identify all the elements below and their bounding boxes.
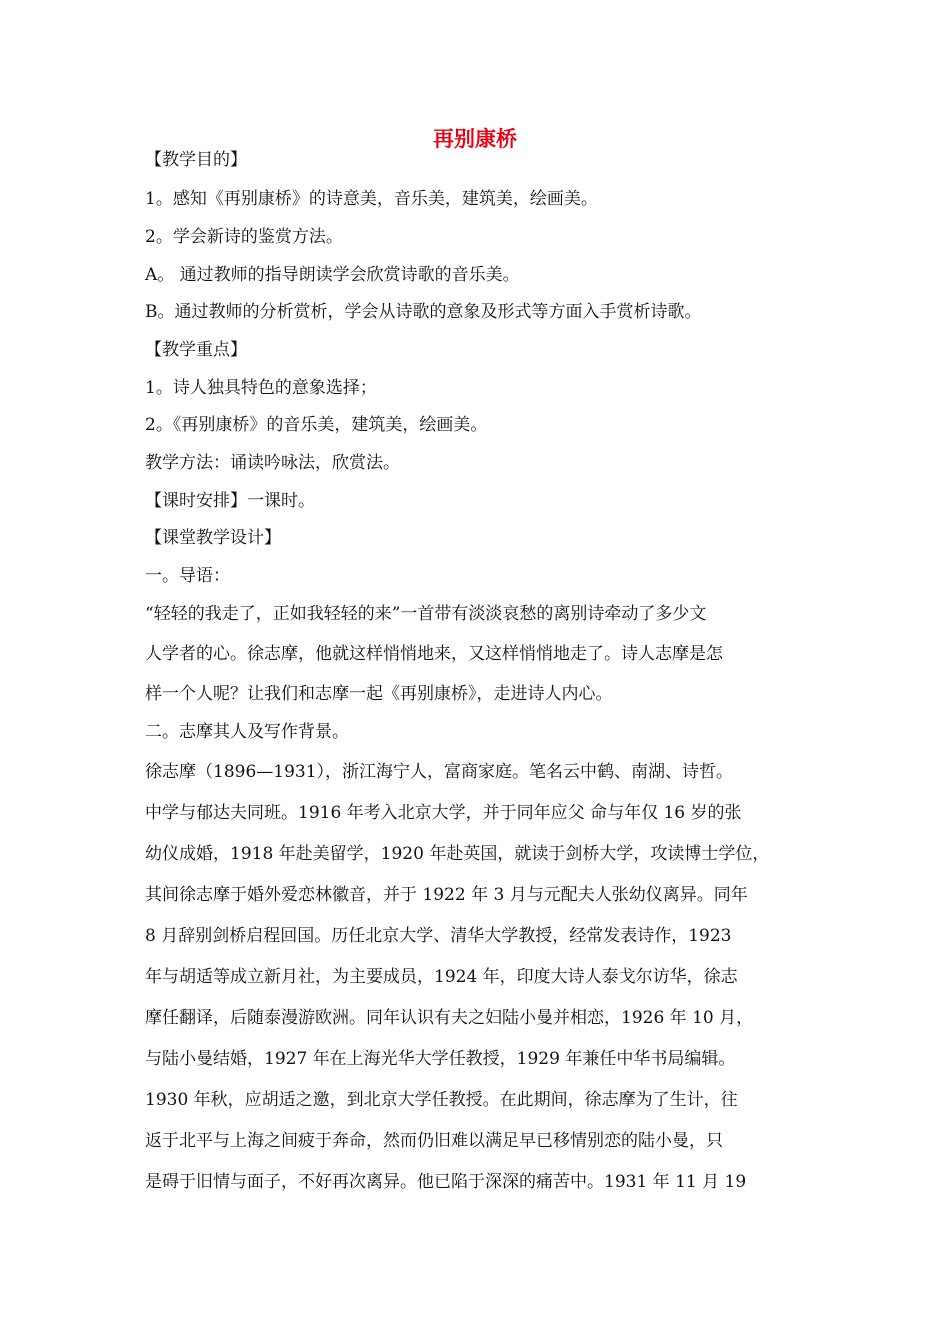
heading-teaching-focus: 【教学重点】 xyxy=(145,340,247,360)
objective-2a: A。 通过教师的指导朗读学会欣赏诗歌的音乐美。 xyxy=(145,265,520,285)
objective-1: 1。感知《再别康桥》的诗意美，音乐美，建筑美，绘画美。 xyxy=(145,189,598,209)
paragraph-line: 徐志摩（1896—1931），浙江海宁人，富商家庭。笔名云中鹤、南湖、诗哲。 xyxy=(145,762,734,782)
paragraph-line: 是碍于旧情与面子，不好再次离异。他已陷于深深的痛苦中。1931 年 11 月 19 xyxy=(145,1172,747,1192)
objective-2: 2。学会新诗的鉴赏方法。 xyxy=(145,227,343,247)
section-background: 二。志摩其人及写作背景。 xyxy=(145,722,349,742)
paragraph-line: 样一个人呢？让我们和志摩一起《再别康桥》，走进诗人内心。 xyxy=(145,684,613,704)
paragraph-line: 人学者的心。徐志摩，他就这样悄悄地来，又这样悄悄地走了。诗人志摩是怎 xyxy=(145,644,723,664)
paragraph-line: “轻轻的我走了，正如我轻轻的来”一首带有淡淡哀愁的离别诗牵动了多少文 xyxy=(145,604,707,624)
paragraph-line: 其间徐志摩于婚外爱恋林徽音，并于 1922 年 3 月与元配夫人张幼仪离异。同年 xyxy=(145,885,748,905)
paragraph-line: 摩任翻译，后随泰漫游欧洲。同年认识有夫之妇陆小曼并相恋，1926 年 10 月， xyxy=(145,1008,754,1028)
paragraph-line: 8 月辞别剑桥启程回国。历任北京大学、清华大学教授，经常发表诗作，1923 xyxy=(145,926,732,946)
focus-1: 1。诗人独具特色的意象选择； xyxy=(145,378,377,398)
section-introduction: 一。导语： xyxy=(145,566,230,586)
paragraph-line: 返于北平与上海之间疲于奔命，然而仍旧难以满足早已移情别恋的陆小曼，只 xyxy=(145,1131,723,1151)
teaching-method: 教学方法：诵读吟咏法，欣赏法。 xyxy=(145,453,400,473)
paragraph-line: 幼仪成婚，1918 年赴美留学，1920 年赴英国，就读于剑桥大学，攻读博士学位， xyxy=(145,844,770,864)
class-hours: 【课时安排】一课时。 xyxy=(145,491,315,511)
heading-lesson-design: 【课堂教学设计】 xyxy=(145,528,281,548)
focus-2: 2。《再别康桥》的音乐美，建筑美，绘画美。 xyxy=(145,415,488,435)
paragraph-line: 1930 年秋，应胡适之邀，到北京大学任教授。在此期间，徐志摩为了生计，往 xyxy=(145,1090,738,1110)
paragraph-line: 与陆小曼结婚，1927 年在上海光华大学任教授，1929 年兼任中华书局编辑。 xyxy=(145,1049,736,1069)
heading-teaching-objectives: 【教学目的】 xyxy=(145,150,247,170)
paragraph-line: 中学与郁达夫同班。1916 年考入北京大学，并于同年应父 命与年仅 16 岁的张 xyxy=(145,803,742,823)
document-title: 再别康桥 xyxy=(433,126,517,151)
paragraph-line: 年与胡适等成立新月社，为主要成员，1924 年，印度大诗人泰戈尔访华，徐志 xyxy=(145,967,738,987)
objective-2b: B。通过教师的分析赏析，学会从诗歌的意象及形式等方面入手赏析诗歌。 xyxy=(145,302,702,322)
